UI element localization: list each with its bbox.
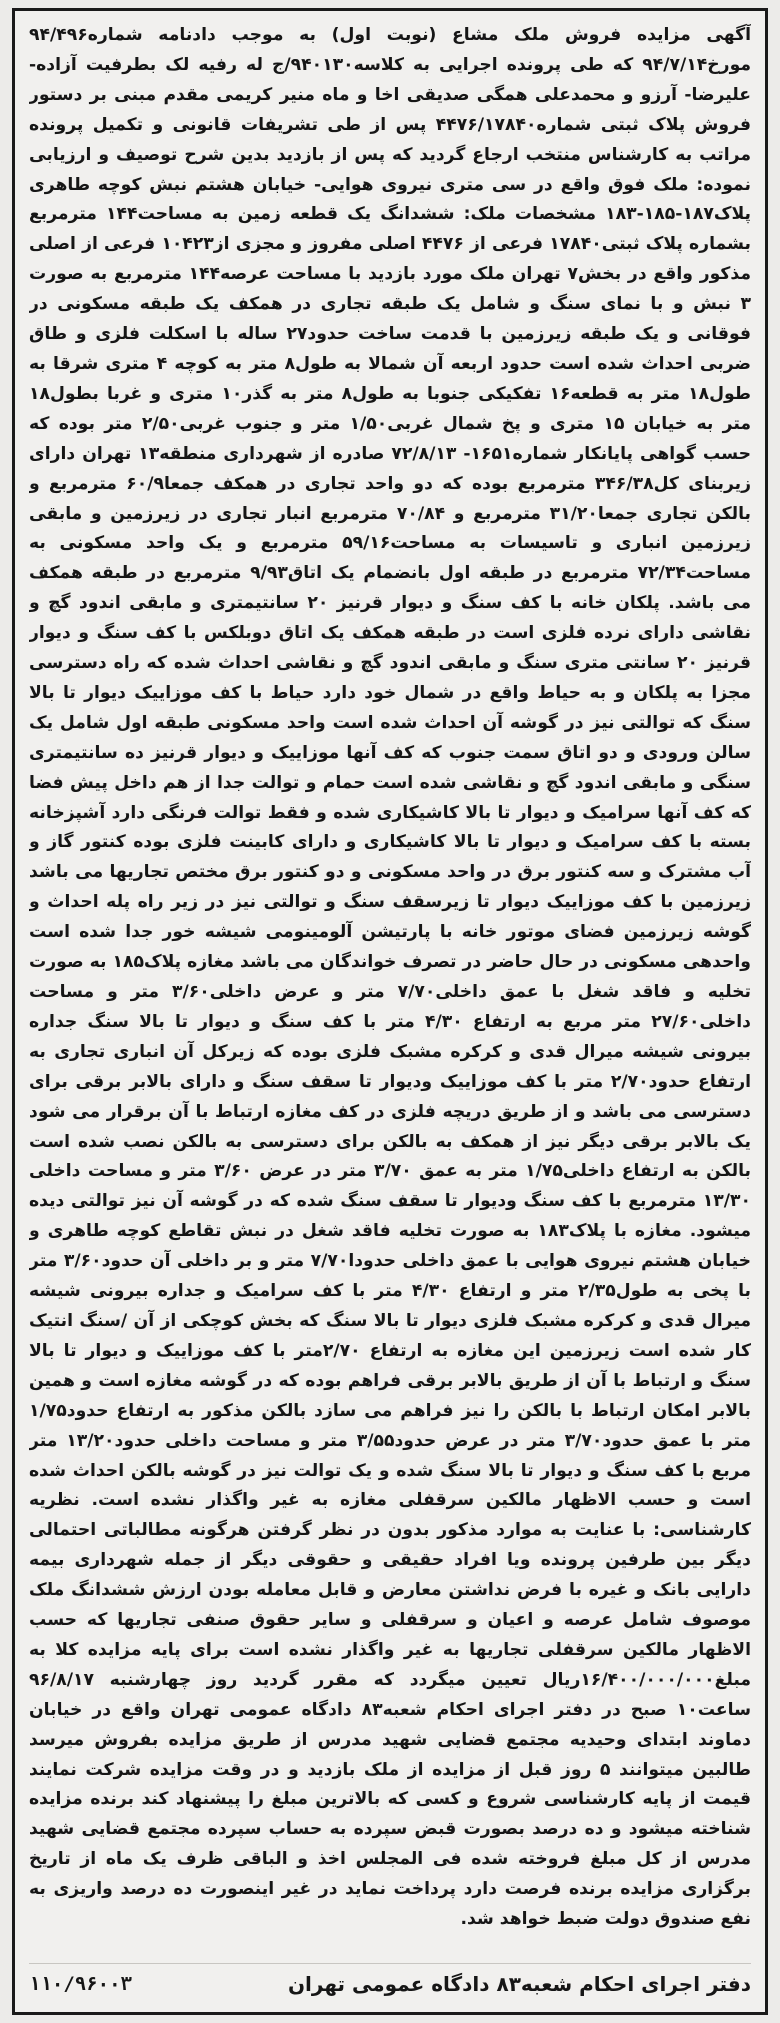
reference-number: ۱۱۰/۹۶۰۰۳: [29, 1973, 132, 1995]
notice-footer: [29, 1963, 751, 2004]
issuer-signature: دفتر اجرای احکام شعبه۸۳ دادگاه عمومی تهران: [287, 1972, 751, 1996]
notice-body-text: آگهی مزایده فروش ملک مشاع (نوبت اول) به موجب دادنامه شماره۹۴/۴۹۶ مورخ۹۴/۷/۱۴ که طی پرونده اجرایی به کلاسه۹۴۰۱۳۰/ج له رفیه لک بطرفیت آزاده- علیرضا- آرزو و محمدعلی همگی صدیقی اخا و ماه منیر کریمی مقدم مبنی بر دستور فروش پلاک ثبتی شماره۴۴۷۶/۱۷۸۴۰ پس از طی تشریفات قانونی و تکمیل پرونده مراتب به کارشناس منتخب ارجاع گردید که پس از بازدید بدین شرح توصیف و ارزیابی نموده: ملک فوق واقع در سی متری نیروی هوایی- خیابان هشتم نبش کوچه طاهری پلاک۱۸۷-۱۸۵-۱۸۳ مشخصات ملک: ششدانگ یک قطعه زمین به مساحت۱۴۴ مترمربع بشماره پلاک ثبتی۱۷۸۴۰ فرعی از ۴۴۷۶ اصلی مفروز و مجزی از۱۰۴۲۳ فرعی از اصلی مذکور واقع در بخش۷ تهران ملک مورد بازدید با مساحت عرصه۱۴۴ مترمربع به صورت ۳ نبش و با نمای سنگ و شامل یک طبقه تجاری در همکف یک طبقه مسکونی در فوقانی و یک طبقه زیرزمین با قدمت ساخت حدود۲۷ ساله با اسکلت فلزی و طاق ضربی احداث شده است حدود اربعه آن شمالا به طول۸ متر به کوچه ۴ متری شرقا به طول۱۸ متر به قطعه۱۶ تفکیکی جنوبا به طول۸ متر به گذر۱۰ متری و غربا بطول۱۸ متر به خیابان ۱۵ متری و پخ شمال غربی۱/۵۰ متر و جنوب غربی۲/۵۰ متر بوده که حسب گواهی پایانکار شماره۱۶۵۱- ۷۲/۸/۱۳ صادره از شهرداری منطقه۱۳ تهران دارای زیربنای کل۳۴۶/۳۸ مترمربع بوده که دو واحد تجاری در همکف جمعا۶۰/۹ مترمربع و بالکن تجاری جمعا۳۱/۲۰ مترمربع و ۷۰/۸۴ مترمربع انبار تجاری در زیرزمین و مابقی زیرزمین انباری و تاسیسات به مساحت۵۹/۱۶ مترمربع و یک واحد مسکونی به مساحت۷۲/۳۴ مترمربع در طبقه اول بانضمام یک اتاق۹/۹۳ مترمربع در طبقه همکف می باشد. پلکان خانه با کف سنگ و دیوار قرنیز ۲۰ سانتیمتری و مابقی اندود گچ و نقاشی دارای نرده فلزی است در طبقه همکف یک اتاق دوبلکس با کف سنگ و دیوار قرنیز ۲۰ سانتی متری سنگ و مابقی اندود گچ و نقاشی احداث شده که راه دسترسی مجزا به پلکان و به حیاط واقع در شمال خود دارد حیاط با کف موزاییک دیوار تا بالا سنگ که توالتی نیز در گوشه آن احداث شده است واحد مسکونی طبقه اول شامل یک سالن ورودی و دو اتاق سمت جنوب که کف آنها موزاییک و دیوار قرنیز ده سانتیمتری سنگی و مابقی اندود گچ و نقاشی شده است حمام و توالت جدا از هم داخل پیش فضا که کف آنها سرامیک و دیوار تا بالا کاشیکاری شده و فقط توالت فرنگی دارد آشپزخانه بسته با کف سرامیک و دیوار تا بالا کاشیکاری و دارای کابینت فلزی بوده کنتور گاز و آب مشترک و سه کنتور برق در واحد مسکونی و دو کنتور برق مختص تجاریها می باشد زیرزمین با کف موزاییک دیوار تا زیرسقف سنگ و توالتی نیز در زیر راه پله احداث و گوشه زیرزمین فضای موتور خانه با پارتیشن آلومینومی شیشه خور جدا شده است واحدهی مسکونی در حال حاضر در تصرف خواندگان می باشد مغازه پلاک۱۸۵ به صورت تخلیه و فاقد شغل با عمق داخلی۷/۷۰ متر و عرض داخلی۳/۶۰ متر و مساحت داخلی۲۷/۶۰ متر مربع به ارتفاع ۴/۳۰ متر با کف سنگ و دیوار تا بالا سنگ جداره بیرونی شیشه میرال قدی و کرکره مشبک فلزی بوده که زیرکل آن انباری تجاری به ارتفاع حدود۲/۷۰ متر با کف موزاییک ودیوار تا سقف سنگ و دارای بالابر برقی برای دسترسی می باشد و از طریق دریچه فلزی در کف مغازه ارتباط با آن برقرار می شود یک بالابر برقی دیگر نیز از همکف به بالکن برای دسترسی به بالکن نصب شده است بالکن به ارتفاع داخلی۱/۷۵ متر به عمق ۳/۷۰ متر در عرض ۳/۶۰ متر و مساحت داخلی ۱۳/۳۰ مترمربع با کف سنگ ودیوار تا سقف سنگ شده که در گوشه آن نیز توالتی دیده میشود. مغازه با پلاک۱۸۳ به صورت تخلیه فاقد شغل در نبش تقاطع کوچه طاهری و خیابان هشتم نیروی هوایی با عمق داخلی حدودا۷/۷۰ متر و بر داخلی آن حدود۳/۶۰ متر با پخی به طول۲/۳۵ متر و ارتفاع ۴/۳۰ متر با کف سرامیک و جداره بیرونی شیشه میرال قدی و کرکره مشبک فلزی دیوار تا بالا سنگ که بخش کوچکی از آن /سنگ انتیک کار شده است زیرزمین این مغازه به ارتفاع ۲/۷۰متر با کف موزاییک و دیوار تا بالا سنگ و ارتباط با آن از طریق بالابر برقی فراهم بوده که در گوشه مغازه است و همین بالابر امکان ارتباط با بالکن را نیز فراهم می سازد بالکن مذکور به ارتفاع حدود۱/۷۵ متر با عمق حدود۳/۷۰ متر در عرض حدود۳/۵۵ متر و مساحت داخلی حدود۱۳/۲۰ متر مربع با کف سنگ و دیوار تا بالا سنگ شده و یک توالت نیز در گوشه بالکن احداث شده است و حسب الاظهار مالکین سرقفلی مغازه به غیر واگذار نشده است. نظریه کارشناسی: با عنایت به موارد مذکور بدون در نظر گرفتن هرگونه مطالباتی احتمالی دیگر بین طرفین پرونده ویا افراد حقیقی و حقوقی دیگر از جمله شهرداری بیمه دارایی بانک و غیره با فرض نداشتن معارض و قابل معامله بودن ارزش ششدانگ ملک موصوف شامل عرصه و اعیان و سرقفلی و سایر حقوق صنفی تجاریها که حسب الاظهار مالکین سرقفلی تجاریها به غیر واگذار نشده است برای پایه مزایده کلا به مبلغ۱۶/۴۰۰/۰۰۰/۰۰۰ریال تعیین میگردد که مقرر گردید روز چهارشنبه ۹۶/۸/۱۷ ساعت۱۰ صبح در دفتر اجرای احکام شعبه۸۳ دادگاه عمومی تهران واقع در خیابان دماوند ابتدای وحیدیه مجتمع قضایی شهید مدرس از طریق مزایده بفروش میرسد طالبین میتوانند ۵ روز قبل از مزایده از ملک بازدید و در وقت مزایده شرکت نمایند قیمت از پایه کارشناسی شروع و کسی که بالاترین مبلغ را پیشنهاد کند برنده مزایده شناخته میشود و ده درصد بصورت قبض سپرده به حساب سپرده مجتمع قضایی شهید مدرس از کل مبلغ فروخته شده فی المجلس اخذ و الباقی ظرف یک ماه از تاریخ برگزاری مزایده برنده فرصت دارد پرداخت نماید در غیر اینصورت ده درصد واریزی به نفع صندوق دولت ضبط خواهد شد.: [29, 25, 751, 1930]
auction-notice: [12, 8, 768, 2015]
